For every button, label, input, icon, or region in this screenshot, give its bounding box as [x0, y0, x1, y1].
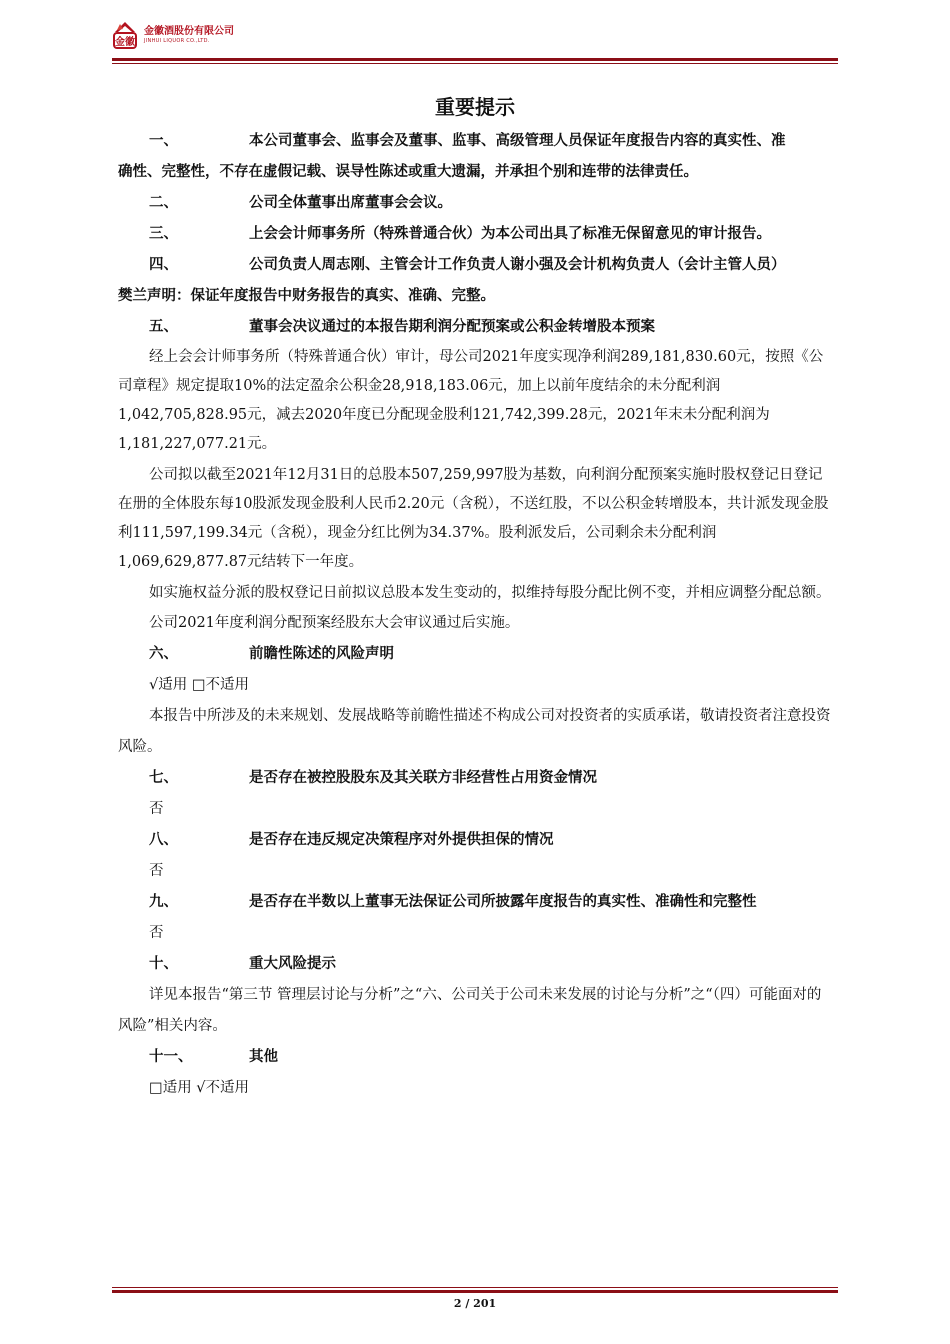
- item-number: 五、: [149, 319, 178, 335]
- header-rule-thick: [112, 58, 838, 61]
- profit-paragraph-2: 公司拟以截至2021年12月31日的总股本507,259,997股为基数，向利润分配预案实施时股权登记日登记在册的全体股东每10股派发现金股利人民币2.20元（含税），不送红股，不以公积金转增股本，共计派发现金股利111,597,199.34元（含税），现金分红比例为34.37%。股利派发后，公司剩余未分配利润1,069,629,877.87元结转下一年度。: [118, 467, 829, 570]
- profit-paragraph-3: 如实施权益分派的股权登记日前拟议总股本发生变动的，拟维持每股分配比例不变，并相应调整分配总额。: [149, 585, 831, 601]
- applicability-11: □适用 √不适用: [149, 1080, 250, 1096]
- item-2: [118, 188, 832, 219]
- answer-9: 否: [149, 925, 164, 941]
- forward-looking-statement: 本报告中所涉及的未来规划、发展战略等前瞻性描述不构成公司对投资者的实质承诺，敬请投资者注意投资风险。: [118, 708, 831, 755]
- item-5: [118, 312, 832, 343]
- risk-paragraph: 详见本报告“第三节 管理层讨论与分析”之“六、公司关于公司未来发展的讨论与分析”之“（四）可能面对的风险”相关内容。: [118, 987, 822, 1034]
- answer-8: 否: [149, 863, 164, 879]
- item-text: 其他: [249, 1049, 278, 1065]
- item-1-cont: 确性、完整性，不存在虚假记载、误导性陈述或重大遗漏，并承担个别和连带的法律责任。: [118, 164, 698, 180]
- item-text: 本公司董事会、监事会及董事、监事、高级管理人员保证年度报告内容的真实性、准: [249, 133, 786, 149]
- page-header: [112, 20, 234, 50]
- item-number: 六、: [149, 646, 178, 662]
- company-logo: [112, 20, 138, 50]
- item-number: 十一、: [149, 1049, 193, 1065]
- profit-paragraph-1: 经上会会计师事务所（特殊普通合伙）审计，母公司2021年度实现净利润289,181,830.60元，按照《公司章程》规定提取10%的法定盈余公积金28,918,183.06元，加上以前年度结余的未分配利润1,042,705,828.95元，减去2020年度已分配现金股利121,742,399.28元，2021年末未分配利润为1,181,227,077.21元。: [118, 349, 824, 452]
- logo-mark-text: 金徽: [115, 37, 135, 48]
- item-text: 公司负责人周志刚、主管会计工作负责人谢小强及会计机构负责人（会计主管人员）: [249, 257, 786, 273]
- item-number: 二、: [149, 195, 178, 211]
- item-number: 九、: [149, 894, 178, 910]
- company-name-en: JINHUI LIQUOR CO.,LTD.: [144, 37, 210, 44]
- item-number: 七、: [149, 770, 178, 786]
- item-10: [118, 949, 832, 980]
- item-6: [118, 639, 832, 670]
- item-text: 前瞻性陈述的风险声明: [249, 646, 394, 662]
- item-number: 八、: [149, 832, 178, 848]
- item-3: [118, 219, 832, 250]
- item-4: [118, 250, 832, 281]
- header-rule-thin: [112, 63, 838, 64]
- item-number: 十、: [149, 956, 178, 972]
- page-title: 重要提示: [435, 95, 515, 119]
- item-number: 三、: [149, 226, 178, 242]
- item-text: 董事会决议通过的本报告期利润分配预案或公积金转增股本预案: [249, 319, 655, 335]
- item-text: 是否存在半数以上董事无法保证公司所披露年度报告的真实性、准确性和完整性: [249, 894, 757, 910]
- item-text: 公司全体董事出席董事会会议。: [249, 195, 452, 211]
- item-11: [118, 1042, 832, 1073]
- page-number: 2 / 201: [453, 1297, 497, 1310]
- item-7: [118, 763, 832, 794]
- company-name-cn: 金徽酒股份有限公司: [144, 25, 234, 37]
- item-4-cont: 樊兰声明：保证年度报告中财务报告的真实、准确、完整。: [118, 288, 495, 304]
- applicability-6: √适用 □不适用: [149, 677, 250, 693]
- document-body: [118, 126, 832, 1104]
- item-text: 是否存在违反规定决策程序对外提供担保的情况: [249, 832, 554, 848]
- item-text: 是否存在被控股股东及其关联方非经营性占用资金情况: [249, 770, 597, 786]
- item-text: 上会会计师事务所（特殊普通合伙）为本公司出具了标准无保留意见的审计报告。: [249, 226, 771, 242]
- item-1: [118, 126, 832, 157]
- item-number: 一、: [149, 133, 178, 149]
- item-number: 四、: [149, 257, 178, 273]
- answer-7: 否: [149, 801, 164, 817]
- item-9: [118, 887, 832, 918]
- profit-paragraph-4: 公司2021年度利润分配预案经股东大会审议通过后实施。: [149, 615, 520, 631]
- footer-rule-thin: [112, 1287, 838, 1288]
- footer-rule-thick: [112, 1290, 838, 1293]
- item-text: 重大风险提示: [249, 956, 336, 972]
- item-8: [118, 825, 832, 856]
